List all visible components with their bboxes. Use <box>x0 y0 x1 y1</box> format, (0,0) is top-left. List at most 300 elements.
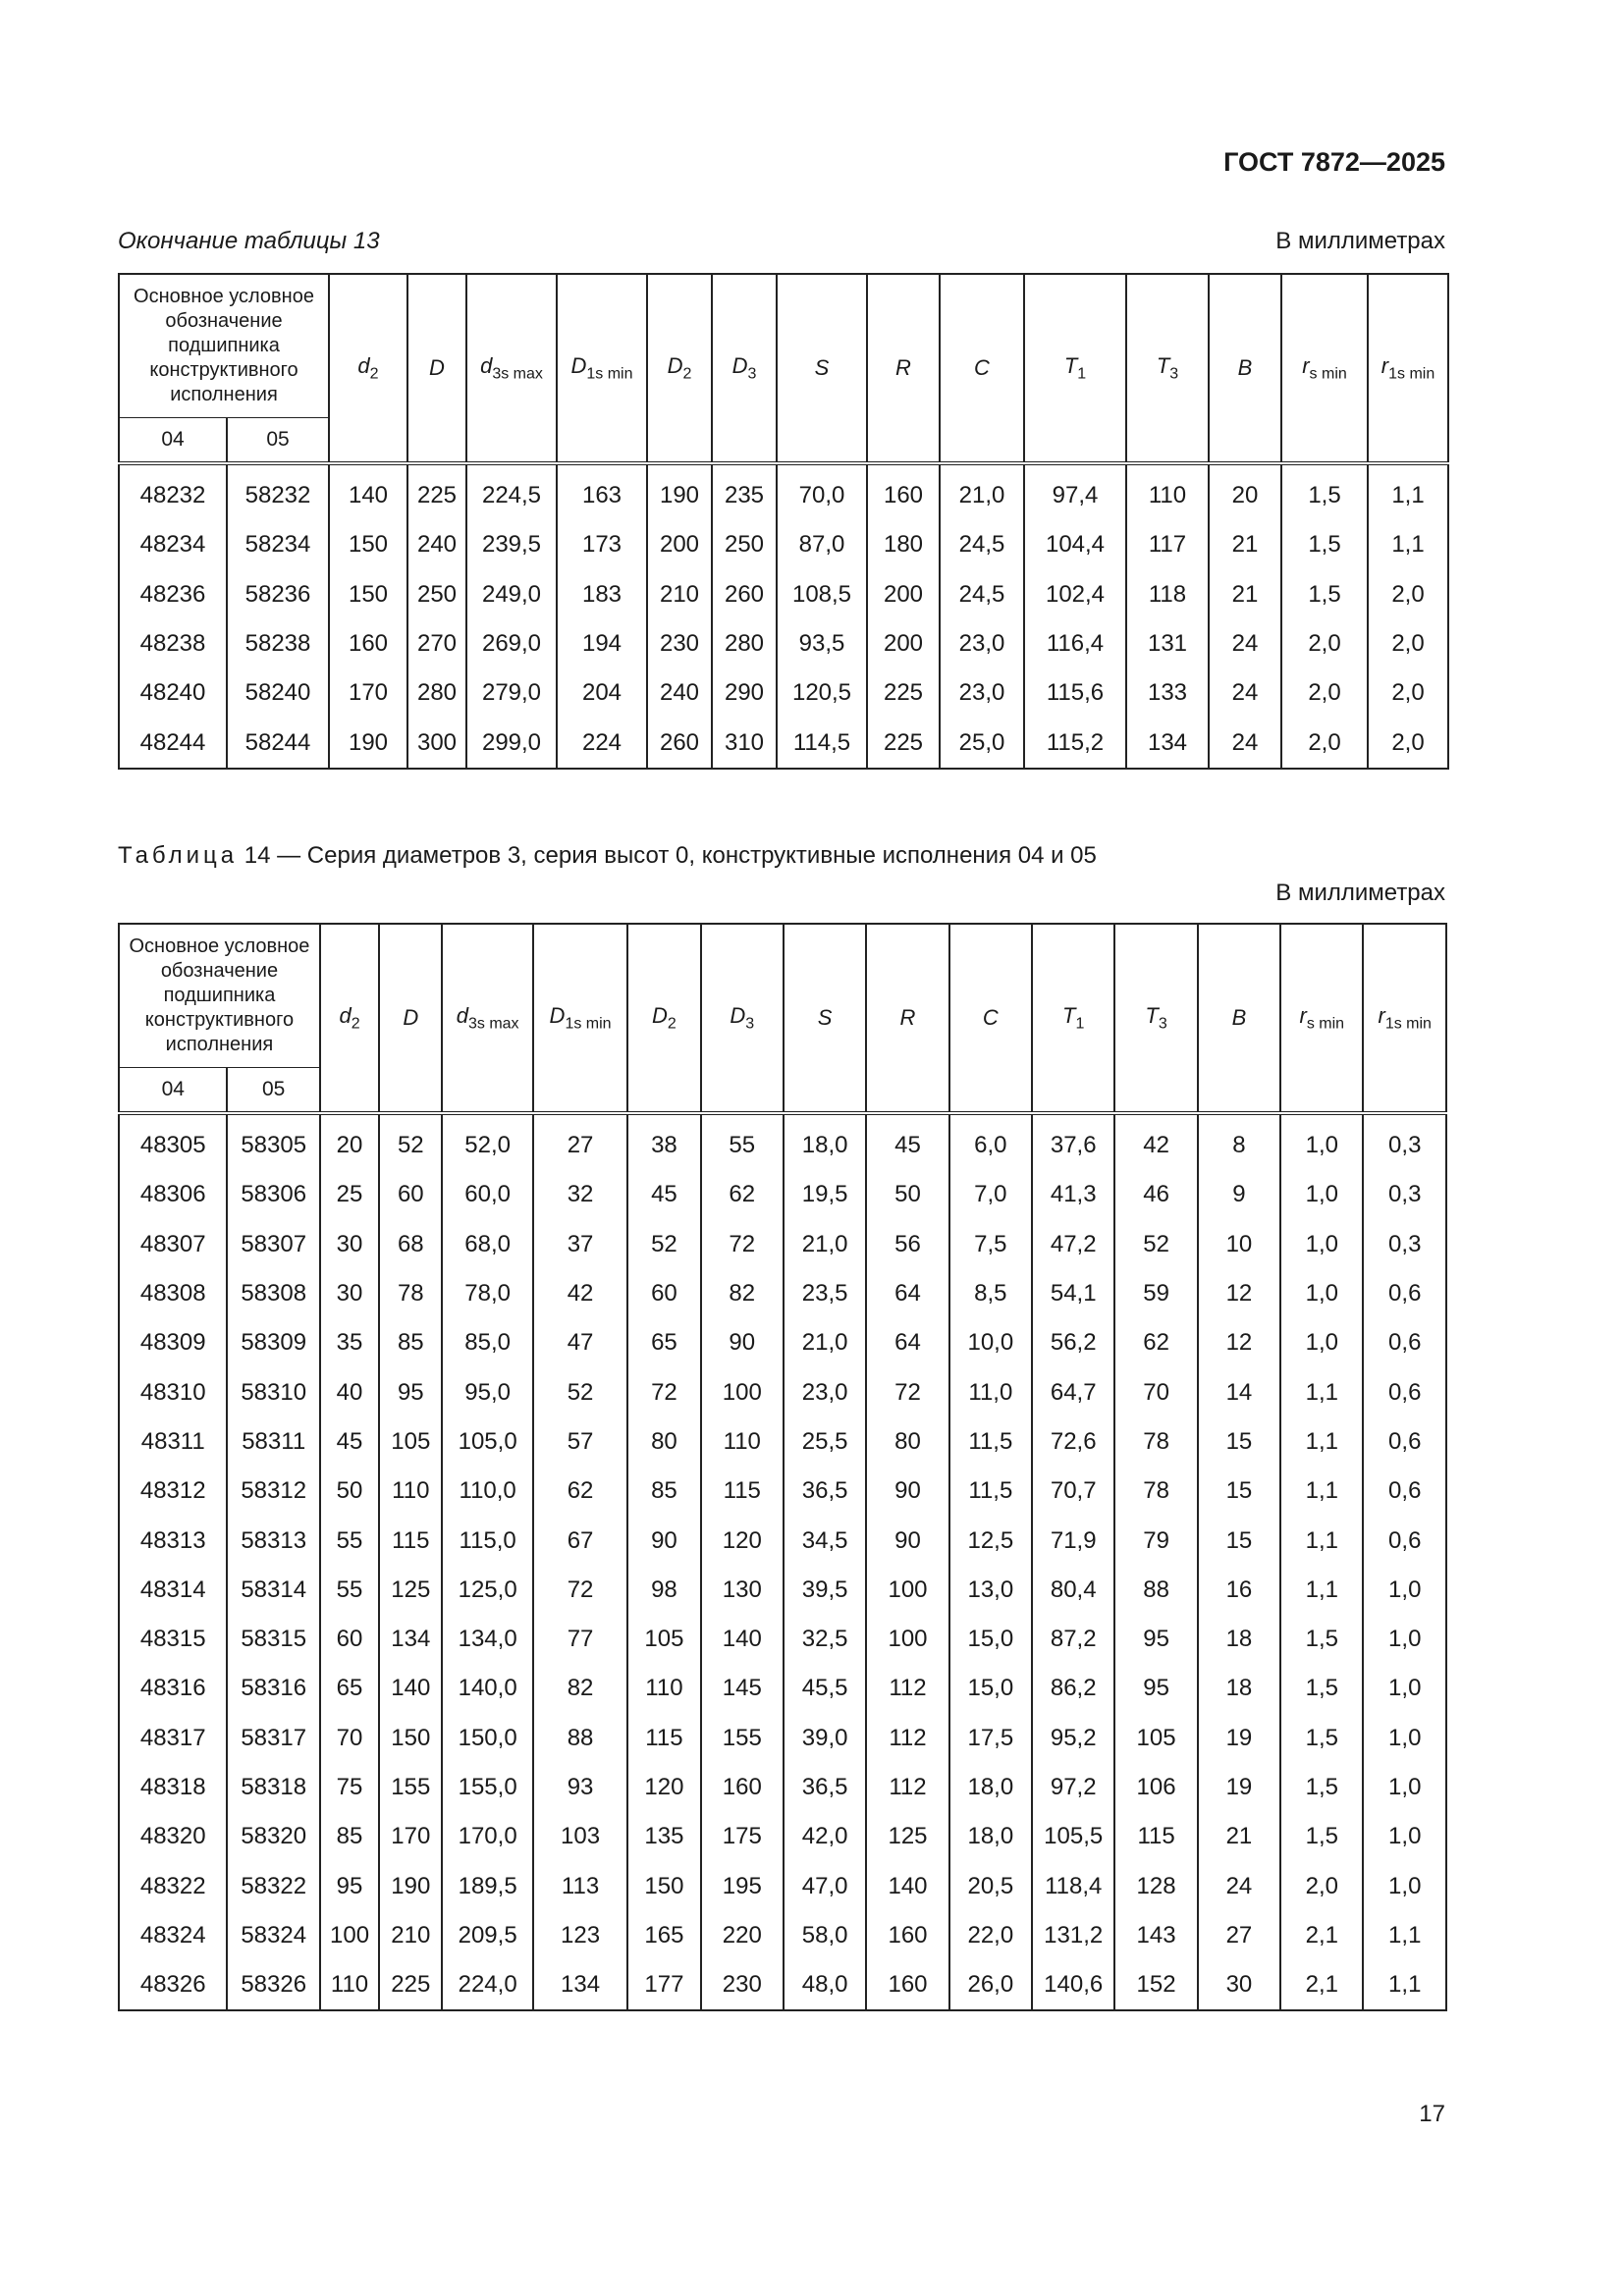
table-cell: 1,0 <box>1280 1170 1363 1219</box>
table-cell: 1,0 <box>1280 1113 1363 1170</box>
column-header-3 <box>533 924 627 1113</box>
table-cell: 48238 <box>119 619 227 668</box>
table-cell: 204 <box>557 668 647 718</box>
document-code: ГОСТ 7872—2025 <box>1223 147 1445 177</box>
column-header-10 <box>1114 924 1197 1113</box>
table-cell: 20 <box>1209 463 1281 520</box>
table-cell: 11,5 <box>949 1417 1032 1467</box>
table-cell: 195 <box>701 1861 784 1910</box>
table-cell: 24 <box>1209 668 1281 718</box>
table-cell: 16 <box>1198 1566 1280 1615</box>
table-row <box>119 1566 1446 1615</box>
table-cell: 115,2 <box>1024 718 1126 768</box>
table-cell: 86,2 <box>1032 1664 1114 1713</box>
table-cell: 155 <box>701 1714 784 1763</box>
table-cell: 48234 <box>119 520 227 569</box>
table-cell: 8,5 <box>949 1269 1032 1318</box>
table-cell: 36,5 <box>784 1763 866 1812</box>
table-cell: 88 <box>1114 1566 1197 1615</box>
table-cell: 20 <box>320 1113 379 1170</box>
table-cell: 30 <box>320 1269 379 1318</box>
table-cell: 6,0 <box>949 1113 1032 1170</box>
column-symbol: D <box>652 1002 668 1028</box>
table-cell: 21,0 <box>940 463 1024 520</box>
table-cell: 58312 <box>227 1467 319 1516</box>
design-code-04: 04 <box>119 1068 227 1114</box>
design-code-05: 05 <box>227 418 329 464</box>
table-cell: 170,0 <box>442 1812 532 1861</box>
table-cell: 115 <box>627 1714 700 1763</box>
table-cell: 0,6 <box>1363 1367 1446 1416</box>
table-cell: 7,5 <box>949 1220 1032 1269</box>
table-cell: 48311 <box>119 1417 227 1467</box>
designation-header: Основное условное обозначение подшипника конструктивного исполнения <box>119 274 329 418</box>
table-cell: 2,0 <box>1368 619 1448 668</box>
column-symbol: D <box>429 355 445 380</box>
table-cell: 160 <box>866 1960 948 2010</box>
table-cell: 1,5 <box>1280 1812 1363 1861</box>
table-cell: 133 <box>1126 668 1209 718</box>
column-subscript: 2 <box>682 365 692 383</box>
column-symbol: d <box>339 1002 352 1028</box>
table-cell: 25 <box>320 1170 379 1219</box>
table-cell: 110 <box>1126 463 1209 520</box>
column-symbol: D <box>570 352 587 378</box>
table-cell: 72 <box>533 1566 627 1615</box>
table-cell: 58315 <box>227 1615 319 1664</box>
table-cell: 65 <box>320 1664 379 1713</box>
table-cell: 58244 <box>227 718 329 768</box>
table-cell: 58305 <box>227 1113 319 1170</box>
column-header-7 <box>867 274 940 463</box>
table-cell: 48306 <box>119 1170 227 1219</box>
design-code-05: 05 <box>227 1068 319 1114</box>
table13-body <box>119 463 1448 769</box>
table-cell: 115 <box>1114 1812 1197 1861</box>
table-row <box>119 463 1448 520</box>
table-cell: 19,5 <box>784 1170 866 1219</box>
table-cell: 100 <box>866 1615 948 1664</box>
table-cell: 26,0 <box>949 1960 1032 2010</box>
table-cell: 47,2 <box>1032 1220 1114 1269</box>
table-cell: 60 <box>320 1615 379 1664</box>
table-cell: 2,0 <box>1368 718 1448 768</box>
table-cell: 170 <box>379 1812 442 1861</box>
table-cell: 58320 <box>227 1812 319 1861</box>
table-cell: 1,0 <box>1363 1861 1446 1910</box>
table-cell: 210 <box>379 1911 442 1960</box>
table-cell: 163 <box>557 463 647 520</box>
table-cell: 68 <box>379 1220 442 1269</box>
table-cell: 2,0 <box>1281 718 1368 768</box>
column-symbol: D <box>731 352 748 378</box>
column-symbol: r <box>1380 352 1389 378</box>
table-cell: 52 <box>533 1367 627 1416</box>
table-cell: 160 <box>701 1763 784 1812</box>
table-cell: 48314 <box>119 1566 227 1615</box>
table-cell: 269,0 <box>466 619 557 668</box>
table-cell: 140 <box>329 463 407 520</box>
table-cell: 115 <box>379 1516 442 1565</box>
column-subscript: 2 <box>667 1015 677 1033</box>
column-header-5 <box>701 924 784 1113</box>
table-cell: 118,4 <box>1032 1861 1114 1910</box>
table-cell: 170 <box>329 668 407 718</box>
table-cell: 134 <box>379 1615 442 1664</box>
table-cell: 105 <box>1114 1714 1197 1763</box>
column-header-11 <box>1198 924 1280 1113</box>
column-header-5 <box>712 274 777 463</box>
column-header-1 <box>379 924 442 1113</box>
table-row <box>119 1861 1446 1910</box>
table-cell: 70,7 <box>1032 1467 1114 1516</box>
table-cell: 1,1 <box>1280 1417 1363 1467</box>
table-cell: 45,5 <box>784 1664 866 1713</box>
column-subscript: 1 <box>1077 365 1087 383</box>
table-cell: 48232 <box>119 463 227 520</box>
table-cell: 48320 <box>119 1812 227 1861</box>
table-cell: 200 <box>647 520 712 569</box>
table-cell: 23,5 <box>784 1269 866 1318</box>
table-cell: 59 <box>1114 1269 1197 1318</box>
table-cell: 23,0 <box>940 668 1024 718</box>
table-cell: 22,0 <box>949 1911 1032 1960</box>
column-symbol: R <box>895 355 911 380</box>
column-subscript: 1s min <box>586 365 633 383</box>
table-cell: 72,6 <box>1032 1417 1114 1467</box>
table-cell: 48309 <box>119 1318 227 1367</box>
table-cell: 150 <box>329 520 407 569</box>
column-symbol: T <box>1145 1002 1159 1028</box>
table-cell: 280 <box>712 619 777 668</box>
table14-body <box>119 1113 1446 2010</box>
table-cell: 37 <box>533 1220 627 1269</box>
table-cell: 58234 <box>227 520 329 569</box>
column-symbol: C <box>974 355 990 380</box>
table-cell: 18,0 <box>784 1113 866 1170</box>
column-subscript: 1s min <box>565 1015 612 1033</box>
table-row <box>119 1911 1446 1960</box>
table-cell: 118 <box>1126 570 1209 619</box>
table-cell: 125 <box>866 1812 948 1861</box>
table-cell: 45 <box>320 1417 379 1467</box>
table-cell: 48308 <box>119 1269 227 1318</box>
table-cell: 41,3 <box>1032 1170 1114 1219</box>
table-cell: 80,4 <box>1032 1566 1114 1615</box>
table-cell: 30 <box>1198 1960 1280 2010</box>
table-cell: 56,2 <box>1032 1318 1114 1367</box>
table-cell: 46 <box>1114 1170 1197 1219</box>
column-header-12 <box>1281 274 1368 463</box>
table-cell: 85 <box>320 1812 379 1861</box>
table-cell: 78 <box>379 1269 442 1318</box>
table-cell: 1,0 <box>1363 1664 1446 1713</box>
table-cell: 82 <box>533 1664 627 1713</box>
table-cell: 21 <box>1198 1812 1280 1861</box>
table-cell: 23,0 <box>784 1367 866 1416</box>
column-symbol: T <box>1062 1002 1076 1028</box>
table-cell: 103 <box>533 1812 627 1861</box>
table-cell: 110 <box>379 1467 442 1516</box>
column-symbol: S <box>814 355 830 380</box>
table-cell: 113 <box>533 1861 627 1910</box>
table-cell: 42,0 <box>784 1812 866 1861</box>
table-row <box>119 718 1448 768</box>
table-cell: 54,1 <box>1032 1269 1114 1318</box>
table-cell: 0,6 <box>1363 1318 1446 1367</box>
column-symbol: d <box>456 1002 468 1028</box>
table-cell: 24 <box>1209 619 1281 668</box>
table-cell: 1,5 <box>1281 570 1368 619</box>
table-cell: 2,0 <box>1281 668 1368 718</box>
table-cell: 24 <box>1198 1861 1280 1910</box>
table-cell: 58232 <box>227 463 329 520</box>
table-cell: 48313 <box>119 1516 227 1565</box>
table-cell: 36,5 <box>784 1467 866 1516</box>
table-cell: 115,0 <box>442 1516 532 1565</box>
table-cell: 125,0 <box>442 1566 532 1615</box>
table-cell: 117 <box>1126 520 1209 569</box>
table13-continuation-caption: Окончание таблицы 13 <box>118 228 380 254</box>
table-cell: 18,0 <box>949 1763 1032 1812</box>
table-cell: 134,0 <box>442 1615 532 1664</box>
table-cell: 177 <box>627 1960 700 2010</box>
column-subscript: 3s max <box>467 1015 519 1033</box>
table-cell: 104,4 <box>1024 520 1126 569</box>
column-symbol: T <box>1156 352 1170 378</box>
table-cell: 95 <box>1114 1664 1197 1713</box>
table-cell: 140,0 <box>442 1664 532 1713</box>
table-cell: 48236 <box>119 570 227 619</box>
table-cell: 125 <box>379 1566 442 1615</box>
column-subscript: 2 <box>351 1015 360 1033</box>
table-cell: 1,1 <box>1368 463 1448 520</box>
column-symbol: r <box>1378 1002 1385 1028</box>
table-cell: 85 <box>379 1318 442 1367</box>
table-cell: 56 <box>866 1220 948 1269</box>
table-cell: 90 <box>627 1516 700 1565</box>
table-cell: 57 <box>533 1417 627 1467</box>
table-cell: 1,1 <box>1363 1960 1446 2010</box>
table-cell: 0,6 <box>1363 1417 1446 1467</box>
table-cell: 106 <box>1114 1763 1197 1812</box>
table-cell: 200 <box>867 619 940 668</box>
table-cell: 1,1 <box>1368 520 1448 569</box>
table-cell: 1,5 <box>1280 1664 1363 1713</box>
column-symbol: D <box>730 1002 746 1028</box>
table-cell: 62 <box>701 1170 784 1219</box>
table-cell: 249,0 <box>466 570 557 619</box>
table-cell: 225 <box>867 718 940 768</box>
table-cell: 60 <box>379 1170 442 1219</box>
table-cell: 20,5 <box>949 1861 1032 1910</box>
table-cell: 116,4 <box>1024 619 1126 668</box>
table-cell: 93,5 <box>777 619 867 668</box>
column-symbol: D <box>403 1005 419 1030</box>
column-subscript: 3 <box>1169 365 1179 383</box>
table-cell: 48318 <box>119 1763 227 1812</box>
table-cell: 1,0 <box>1363 1615 1446 1664</box>
table-cell: 128 <box>1114 1861 1197 1910</box>
table-cell: 30 <box>320 1220 379 1269</box>
table14-caption-label: Таблица <box>118 842 239 869</box>
column-symbol: r <box>1302 352 1310 378</box>
column-subscript: 1s min <box>1388 365 1435 383</box>
table-row <box>119 1812 1446 1861</box>
table-row <box>119 1113 1446 1170</box>
table-cell: 72 <box>701 1220 784 1269</box>
table-cell: 175 <box>701 1812 784 1861</box>
table-cell: 150 <box>627 1861 700 1910</box>
table-cell: 23,0 <box>940 619 1024 668</box>
table-cell: 150,0 <box>442 1714 532 1763</box>
table-cell: 39,5 <box>784 1566 866 1615</box>
table-cell: 145 <box>701 1664 784 1713</box>
table-cell: 2,0 <box>1368 570 1448 619</box>
column-header-8 <box>940 274 1024 463</box>
table-cell: 260 <box>712 570 777 619</box>
table-cell: 131,2 <box>1032 1911 1114 1960</box>
table-cell: 90 <box>701 1318 784 1367</box>
column-subscript: 3s max <box>492 365 543 383</box>
table14-units: В миллиметрах <box>1275 880 1445 906</box>
table-cell: 18 <box>1198 1664 1280 1713</box>
table-cell: 78 <box>1114 1467 1197 1516</box>
table-cell: 200 <box>867 570 940 619</box>
table-cell: 270 <box>407 619 466 668</box>
table-row <box>119 1467 1446 1516</box>
table-cell: 21,0 <box>784 1318 866 1367</box>
column-header-13 <box>1368 274 1448 463</box>
column-subscript: 1 <box>1075 1015 1085 1033</box>
table-cell: 110,0 <box>442 1467 532 1516</box>
table-cell: 0,3 <box>1363 1220 1446 1269</box>
table-cell: 165 <box>627 1911 700 1960</box>
table-cell: 1,0 <box>1280 1220 1363 1269</box>
table-cell: 15,0 <box>949 1615 1032 1664</box>
table-cell: 160 <box>866 1911 948 1960</box>
table-cell: 47 <box>533 1318 627 1367</box>
table-cell: 102,4 <box>1024 570 1126 619</box>
table-cell: 39,0 <box>784 1714 866 1763</box>
table-cell: 1,5 <box>1281 463 1368 520</box>
table-cell: 140,6 <box>1032 1960 1114 2010</box>
table-row <box>119 520 1448 569</box>
table-row <box>119 1318 1446 1367</box>
table-cell: 48322 <box>119 1861 227 1910</box>
table-cell: 58308 <box>227 1269 319 1318</box>
table-cell: 58324 <box>227 1911 319 1960</box>
table-cell: 62 <box>1114 1318 1197 1367</box>
table-cell: 80 <box>866 1417 948 1467</box>
table-cell: 13,0 <box>949 1566 1032 1615</box>
table-cell: 82 <box>701 1269 784 1318</box>
table-cell: 1,0 <box>1363 1714 1446 1763</box>
table-cell: 15,0 <box>949 1664 1032 1713</box>
table-cell: 25,0 <box>940 718 1024 768</box>
table-cell: 143 <box>1114 1911 1197 1960</box>
column-symbol: d <box>480 352 493 378</box>
table-cell: 100 <box>701 1367 784 1416</box>
column-header-6 <box>777 274 867 463</box>
table-cell: 11,5 <box>949 1467 1032 1516</box>
table-cell: 58322 <box>227 1861 319 1910</box>
column-symbol: d <box>357 352 370 378</box>
table-cell: 9 <box>1198 1170 1280 1219</box>
table-cell: 0,3 <box>1363 1113 1446 1170</box>
table-cell: 48315 <box>119 1615 227 1664</box>
table-cell: 85 <box>627 1467 700 1516</box>
table-cell: 210 <box>647 570 712 619</box>
table-cell: 79 <box>1114 1516 1197 1565</box>
table-cell: 2,0 <box>1368 668 1448 718</box>
table-cell: 189,5 <box>442 1861 532 1910</box>
table-cell: 52 <box>627 1220 700 1269</box>
table-cell: 68,0 <box>442 1220 532 1269</box>
table-cell: 12 <box>1198 1318 1280 1367</box>
table-cell: 27 <box>533 1113 627 1170</box>
column-header-12 <box>1280 924 1363 1113</box>
table-cell: 110 <box>627 1664 700 1713</box>
table-cell: 78 <box>1114 1417 1197 1467</box>
table14-caption-text: 14 — Серия диаметров 3, серия высот 0, конструктивные исполнения 04 и 05 <box>238 842 1097 869</box>
table-cell: 160 <box>329 619 407 668</box>
table-cell: 112 <box>866 1763 948 1812</box>
table-cell: 52 <box>379 1113 442 1170</box>
table-cell: 19 <box>1198 1763 1280 1812</box>
table-cell: 0,6 <box>1363 1269 1446 1318</box>
table-cell: 112 <box>866 1714 948 1763</box>
column-symbol: C <box>982 1005 999 1030</box>
table-row <box>119 1615 1446 1664</box>
table-cell: 225 <box>407 463 466 520</box>
column-subscript: s min <box>1306 1015 1345 1033</box>
table-row <box>119 1417 1446 1467</box>
table-cell: 72 <box>866 1367 948 1416</box>
table-row <box>119 1367 1446 1416</box>
table-row <box>119 1960 1446 2010</box>
table-13 <box>118 273 1449 770</box>
table-cell: 85,0 <box>442 1318 532 1367</box>
table-cell: 1,0 <box>1363 1763 1446 1812</box>
column-header-2 <box>442 924 532 1113</box>
table-row <box>119 1269 1446 1318</box>
table-cell: 140 <box>701 1615 784 1664</box>
table-cell: 90 <box>866 1516 948 1565</box>
table-cell: 55 <box>701 1113 784 1170</box>
table-cell: 225 <box>379 1960 442 2010</box>
column-symbol: T <box>1063 352 1078 378</box>
table-cell: 224 <box>557 718 647 768</box>
column-subscript: 1s min <box>1384 1015 1432 1033</box>
table-cell: 70 <box>320 1714 379 1763</box>
table-cell: 75 <box>320 1763 379 1812</box>
table-cell: 48240 <box>119 668 227 718</box>
table-cell: 80 <box>627 1417 700 1467</box>
table-cell: 70,0 <box>777 463 867 520</box>
table-cell: 17,5 <box>949 1714 1032 1763</box>
table-cell: 0,3 <box>1363 1170 1446 1219</box>
table-cell: 114,5 <box>777 718 867 768</box>
table-cell: 58326 <box>227 1960 319 2010</box>
table-cell: 35 <box>320 1318 379 1367</box>
table-cell: 48316 <box>119 1664 227 1713</box>
table-cell: 173 <box>557 520 647 569</box>
table-row <box>119 619 1448 668</box>
table-cell: 58313 <box>227 1516 319 1565</box>
table-cell: 279,0 <box>466 668 557 718</box>
table-cell: 72 <box>627 1367 700 1416</box>
